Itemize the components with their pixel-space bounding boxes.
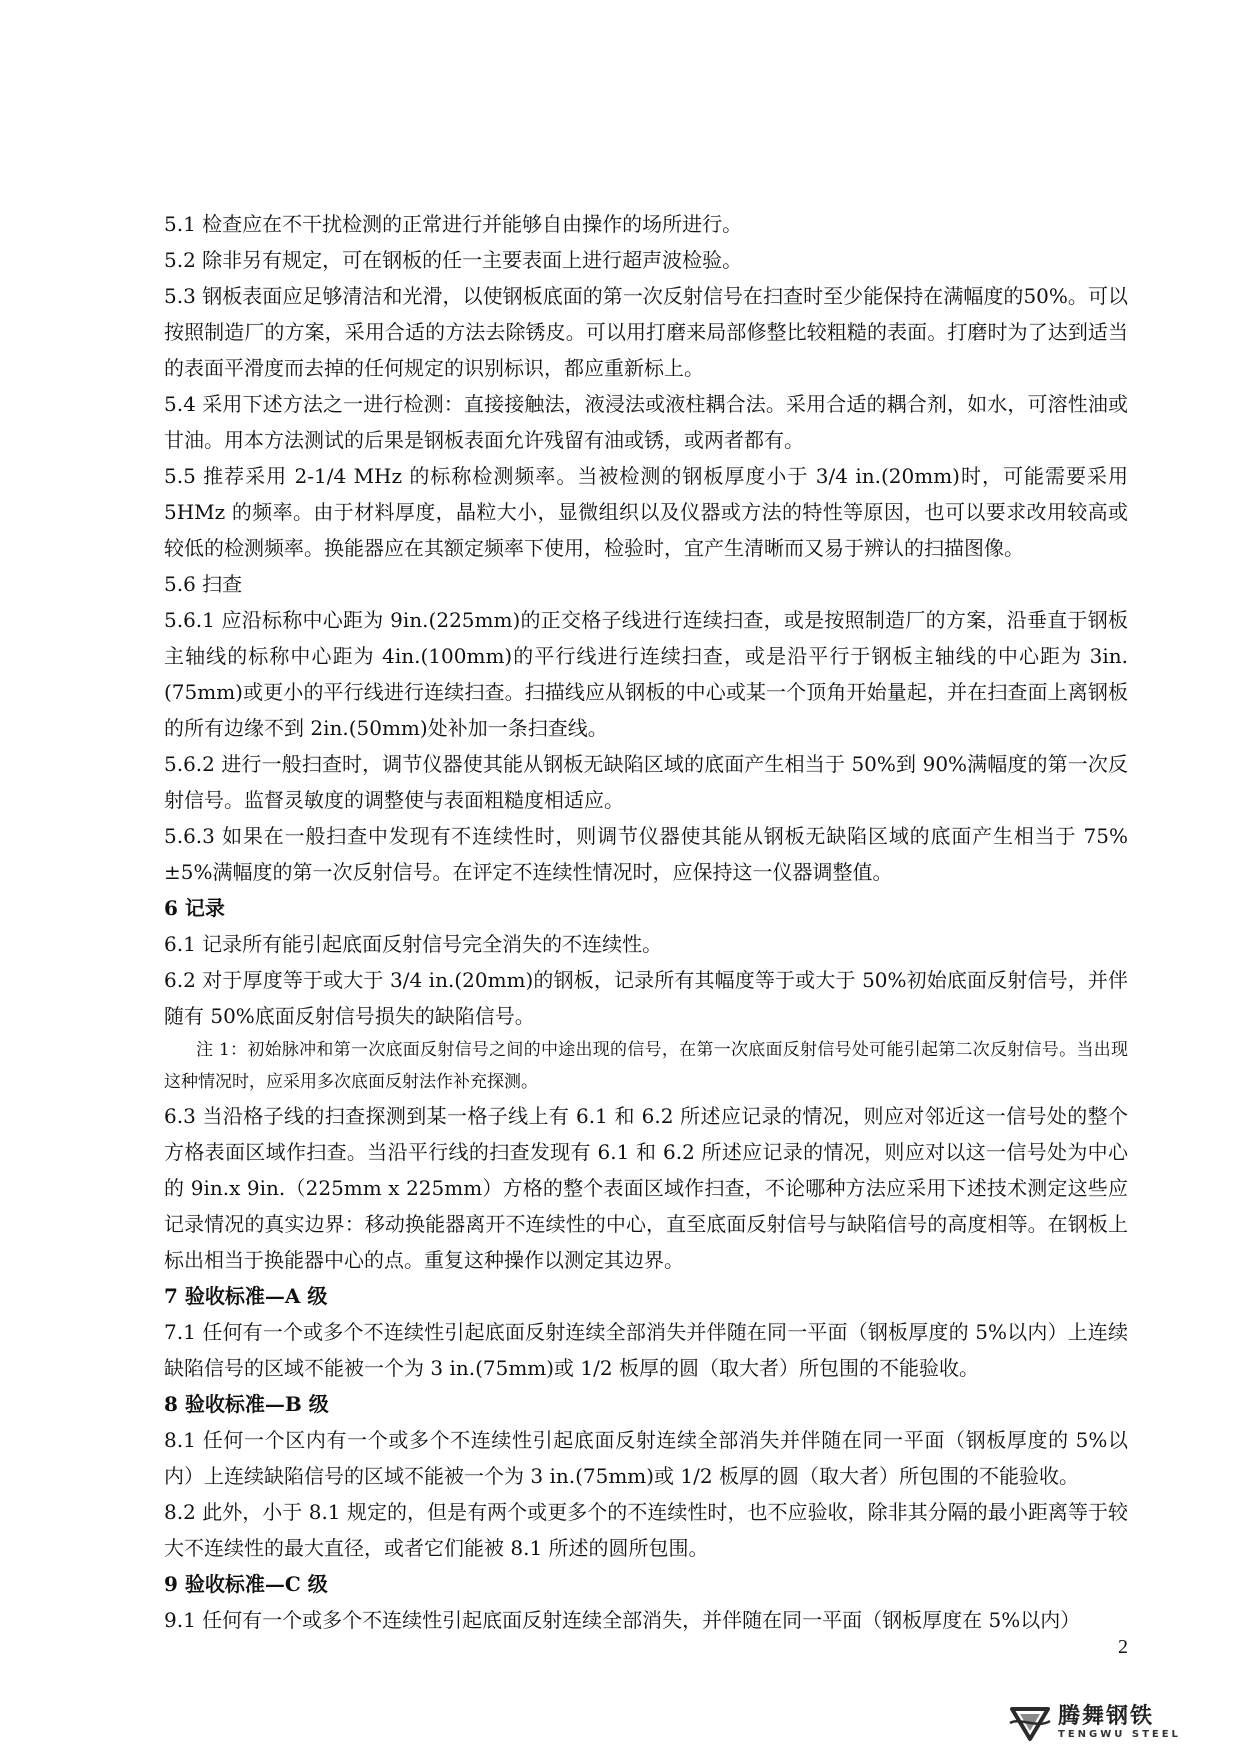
note-paragraph: 注 1：初始脉冲和第一次底面反射信号之间的中途出现的信号，在第一次底面反射信号处可能引起第二次反射信号。当出现这种情况时，应采用多次底面反射法作补充探测。 (164, 1040, 1128, 1092)
body-paragraph: 6.2 对于厚度等于或大于 3/4 in.(20mm)的钢板，记录所有其幅度等于或大于 50%初始底面反射信号，并伴随有 50%底面反射信号损失的缺陷信号。 (164, 968, 1128, 1028)
logo-text (1058, 1706, 1181, 1740)
section-heading: 7 验收标准—A 级 (164, 1284, 328, 1308)
body-paragraph: 5.4 采用下述方法之一进行检测：直接接触法，液浸法或液柱耦合法。采用合适的耦合剂，如水，可溶性油或甘油。用本方法测试的后果是钢板表面允许残留有油或锈，或两者都有。 (164, 392, 1128, 452)
tengwu-steel-logo-icon (1008, 1703, 1052, 1743)
body-paragraph: 5.1 检查应在不干扰检测的正常进行并能够自由操作的场所进行。 (164, 212, 743, 236)
body-paragraph: 8.2 此外，小于 8.1 规定的，但是有两个或更多个的不连续性时，也不应验收，除非其分隔的最小距离等于较大不连续性的最大直径，或者它们能被 8.1 所述的圆所包围。 (164, 1500, 1128, 1560)
page-number: 2 (1118, 1636, 1128, 1658)
section-heading: 8 验收标准—B 级 (164, 1392, 329, 1416)
body-paragraph: 5.6.3 如果在一般扫查中发现有不连续性时，则调节仪器使其能从钢板无缺陷区域的底面产生相当于 75%±5%满幅度的第一次反射信号。在评定不连续性情况时，应保持这一仪器调整值。 (164, 824, 1128, 884)
document-body (164, 206, 1128, 1638)
body-paragraph: 5.6.1 应沿标称中心距为 9in.(225mm)的正交格子线进行连续扫查，或是按照制造厂的方案，沿垂直于钢板主轴线的标称中心距为 4in.(100mm)的平行线进行连续扫查，或是沿平行于钢板主轴线的中心距为 3in.(75mm)或更小的平行线进行连续扫查。扫描线应从钢板的中心或某一个顶角开始量起，并在扫查面上离钢板的所有边缘不到 2in.(50mm)处补加一条扫查线。 (164, 608, 1128, 740)
body-paragraph: 8.1 任何一个区内有一个或多个不连续性引起底面反射连续全部消失并伴随在同一平面（钢板厚度的 5%以内）上连续缺陷信号的区域不能被一个为 3 in.(75mm)或 1/2 板厚的圆（取大者）所包围的不能验收。 (164, 1428, 1128, 1488)
section-heading: 9 验收标准—C 级 (164, 1572, 328, 1596)
logo-name-cn: 腾舞钢铁 (1058, 1704, 1155, 1729)
body-paragraph: 6.1 记录所有能引起底面反射信号完全消失的不连续性。 (164, 932, 663, 956)
section-heading: 6 记录 (164, 896, 225, 920)
body-paragraph: 6.3 当沿格子线的扫查探测到某一格子线上有 6.1 和 6.2 所述应记录的情况，则应对邻近这一信号处的整个方格表面区域作扫查。当沿平行线的扫查发现有 6.1 和 6.2 所述应记录的情况，则应对以这一信号处为中心的 9in.x 9in.（225mm x 225mm）方格的整个表面区域作扫查，不论哪种方法应采用下述技术测定这些应记录情况的真实边界：移动换能器离开不连续性的中心，直至底面反射信号与缺陷信号的高度相等。在钢板上标出相当于换能器中心的点。重复这种操作以测定其边界。 (164, 1104, 1128, 1272)
body-paragraph: 5.3 钢板表面应足够清洁和光滑，以使钢板底面的第一次反射信号在扫查时至少能保持在满幅度的50%。可以按照制造厂的方案，采用合适的方法去除锈皮。可以用打磨来局部修整比较粗糙的表面。打磨时为了达到适当的表面平滑度而去掉的任何规定的识别标识，都应重新标上。 (164, 284, 1128, 380)
body-paragraph: 5.6 扫查 (164, 572, 243, 596)
company-logo (1008, 1700, 1218, 1746)
logo-name-en: TENGWU STEEL (1058, 1729, 1181, 1740)
body-paragraph: 5.2 除非另有规定，可在钢板的任一主要表面上进行超声波检验。 (164, 248, 743, 272)
body-paragraph: 7.1 任何有一个或多个不连续性引起底面反射连续全部消失并伴随在同一平面（钢板厚度的 5%以内）上连续缺陷信号的区域不能被一个为 3 in.(75mm)或 1/2 板厚的圆（取大者）所包围的不能验收。 (164, 1320, 1128, 1380)
body-paragraph: 5.5 推荐采用 2-1/4 MHz 的标称检测频率。当被检测的钢板厚度小于 3/4 in.(20mm)时，可能需要采用 5HMz 的频率。由于材料厚度，晶粒大小，显微组织以及仪器或方法的特性等原因，也可以要求改用较高或较低的检测频率。换能器应在其额定频率下使用，检验时，宜产生清晰而又易于辨认的扫描图像。 (164, 464, 1128, 560)
body-paragraph: 9.1 任何有一个或多个不连续性引起底面反射连续全部消失，并伴随在同一平面（钢板厚度在 5%以内） (164, 1608, 1081, 1632)
body-paragraph: 5.6.2 进行一般扫查时，调节仪器使其能从钢板无缺陷区域的底面产生相当于 50%到 90%满幅度的第一次反射信号。监督灵敏度的调整使与表面粗糙度相适应。 (164, 752, 1128, 812)
